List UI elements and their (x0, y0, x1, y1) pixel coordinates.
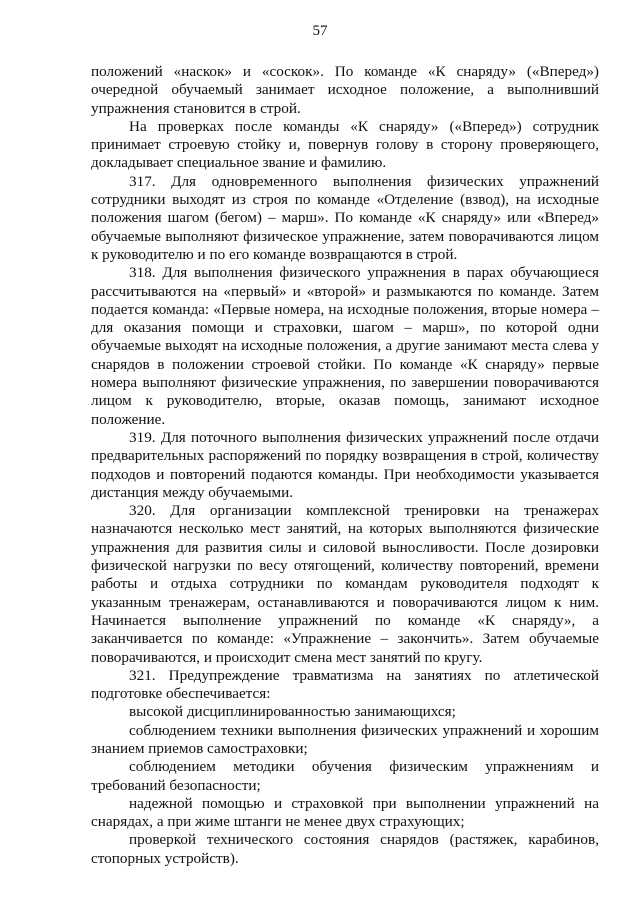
paragraph-319: 319. Для поточного выполнения физических упражнений после отдачи предварительных распоряжений по порядку возвращения в строй, количеству подходов и повторений подаются команды. При необходимости указывается дистанция между обучаемыми. (91, 428, 599, 501)
paragraph-317: 317. Для одновременного выполнения физических упражнений сотрудники выходят из строя по команде «Отделение (взвод), на исходные положения шагом (бегом) – марш». По команде «К снаряду» или «Вперед» обучаемые выполняют физическое упражнение, затем поворачиваются лицом к руководителю и по его команде возвращаются в строй. (91, 172, 599, 263)
document-body (91, 63, 599, 868)
paragraph-318: 318. Для выполнения физического упражнения в парах обучающиеся рассчитываются на «первый» и «второй» и размыкаются по команде. Затем подается команда: «Первые номера, на исходные положения, вторые номера – для оказания помощи и страховки, шагом – марш», по которой одни обучаемые выходят на исходные положения, а другие занимают места слева у снарядов в положении строевой стойки. По команде «К снаряду» первые номера выполняют физические упражнения, по завершении поворачиваются лицом к руководителю, вторые, оказав помощь, занимают исходное положение. (91, 264, 599, 428)
paragraph-inspection: На проверках после команды «К снаряду» («Вперед») сотрудник принимает строевую стойку и, повернув голову в сторону проверяющего, докладывает специальное звание и фамилию. (91, 117, 599, 172)
list-item-methodology: соблюдением методики обучения физическим упражнениям и требований безопасности; (91, 758, 599, 794)
paragraph-320: 320. Для организации комплексной тренировки на тренажерах назначаются несколько мест занятий, на которых выполняются физические упражнения для развития силы и силовой выносливости. После дозировки физической нагрузки по весу отягощений, количеству повторений, времени работы и отдыха сотрудники по командам руководителя подходят к указанным тренажерам, останавливаются и поворачиваются лицом к ним. Начинается выполнение упражнений по команде «К снаряду», а заканчивается по команде: «Упражнение – закончить». Затем обучаемые поворачиваются, и происходит смена мест занятий по кругу. (91, 502, 599, 666)
list-item-discipline: высокой дисциплинированностью занимающихся; (129, 703, 456, 721)
list-item-equipment-check: проверкой технического состояния снарядов (растяжек, карабинов, стопорных устройств). (91, 831, 599, 867)
list-item-technique: соблюдением техники выполнения физических упражнений и хорошим знанием приемов самостраховки; (91, 721, 599, 757)
paragraph-continuation: положений «наскок» и «соскок». По команде «К снаряду» («Вперед») очередной обучаемый занимает исходное положение, а выполнивший упражнения становится в строй. (91, 63, 599, 117)
paragraph-321: 321. Предупреждение травматизма на занятиях по атлетической подготовке обеспечивается: (91, 666, 599, 703)
list-item-spotting: надежной помощью и страховкой при выполнении упражнений на снарядах, а при жиме штанги не менее двух страхующих; (91, 794, 599, 831)
page-number: 57 (312, 23, 328, 39)
